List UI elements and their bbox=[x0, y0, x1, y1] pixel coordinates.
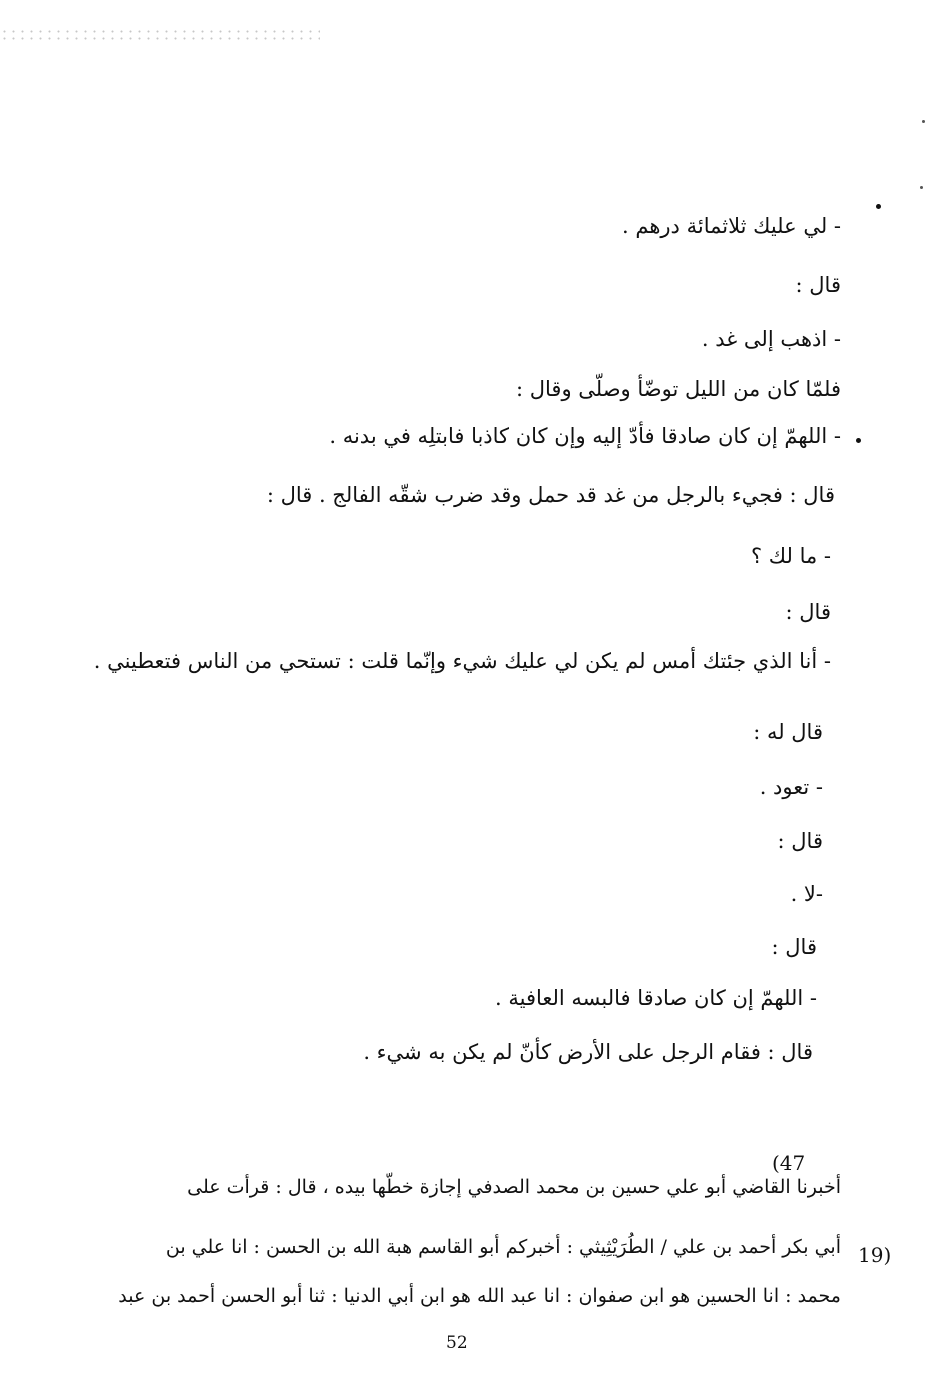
scan-noise bbox=[0, 28, 320, 42]
page-number: 52 bbox=[446, 1333, 468, 1353]
margin-bullet bbox=[876, 204, 881, 209]
footnote-number: (47 bbox=[772, 1151, 806, 1175]
text-line: قال : bbox=[771, 935, 817, 959]
text-line: - لي عليك ثلاثمائة درهم . bbox=[622, 214, 841, 238]
text-line: قال : bbox=[785, 600, 831, 624]
footnote-line: أخبرنا القاضي أبو علي حسين بن محمد الصدفي إجازة خطّها بيده ، قال : قرأت على bbox=[187, 1176, 841, 1198]
text-line: قال : bbox=[777, 829, 823, 853]
text-line: - ما لك ؟ bbox=[750, 544, 831, 568]
text-line: - اللهمّ إن كان صادقا فأدّ إليه وإن كان كاذبا فابتلِه في بدنه . bbox=[329, 424, 841, 448]
text-line: - تعود . bbox=[759, 775, 823, 799]
text-line: - أنا الذي جئتك أمس لم يكن لي عليك شيء وإنّما قلت : تستحي من الناس فتعطيني . bbox=[93, 649, 831, 673]
scan-speck bbox=[920, 186, 923, 189]
footnote-line: أبي بكر أحمد بن علي / الطُرَيْثِيثي : أخبركم أبو القاسم هبة الله بن الحسن : انا علي بن bbox=[165, 1236, 841, 1258]
text-line: قال له : bbox=[753, 720, 823, 744]
text-line: فلمّا كان من الليل توضّأ وصلّى وقال : bbox=[516, 377, 841, 401]
margin-bullet bbox=[856, 438, 861, 443]
footnote-line: محمد : انا الحسين هو ابن صفوان : انا عبد الله هو ابن أبي الدنيا : ثنا أبو الحسن أحمد بن عبد bbox=[118, 1285, 841, 1307]
scan-speck bbox=[922, 120, 925, 123]
text-line: قال : bbox=[795, 273, 841, 297]
text-line: - اذهب إلى غد . bbox=[701, 327, 841, 351]
text-line: - اللهمّ إن كان صادقا فالبسه العافية . bbox=[495, 986, 817, 1010]
text-line: قال : فقام الرجل على الأرض كأنّ لم يكن به شيء . bbox=[363, 1040, 813, 1064]
footnote-line-marker: 19) bbox=[858, 1243, 892, 1267]
text-line: -لا . bbox=[790, 882, 823, 906]
text-line: قال : فجيء بالرجل من غد قد حمل وقد ضرب شقّه الفالج . قال : bbox=[266, 483, 835, 507]
